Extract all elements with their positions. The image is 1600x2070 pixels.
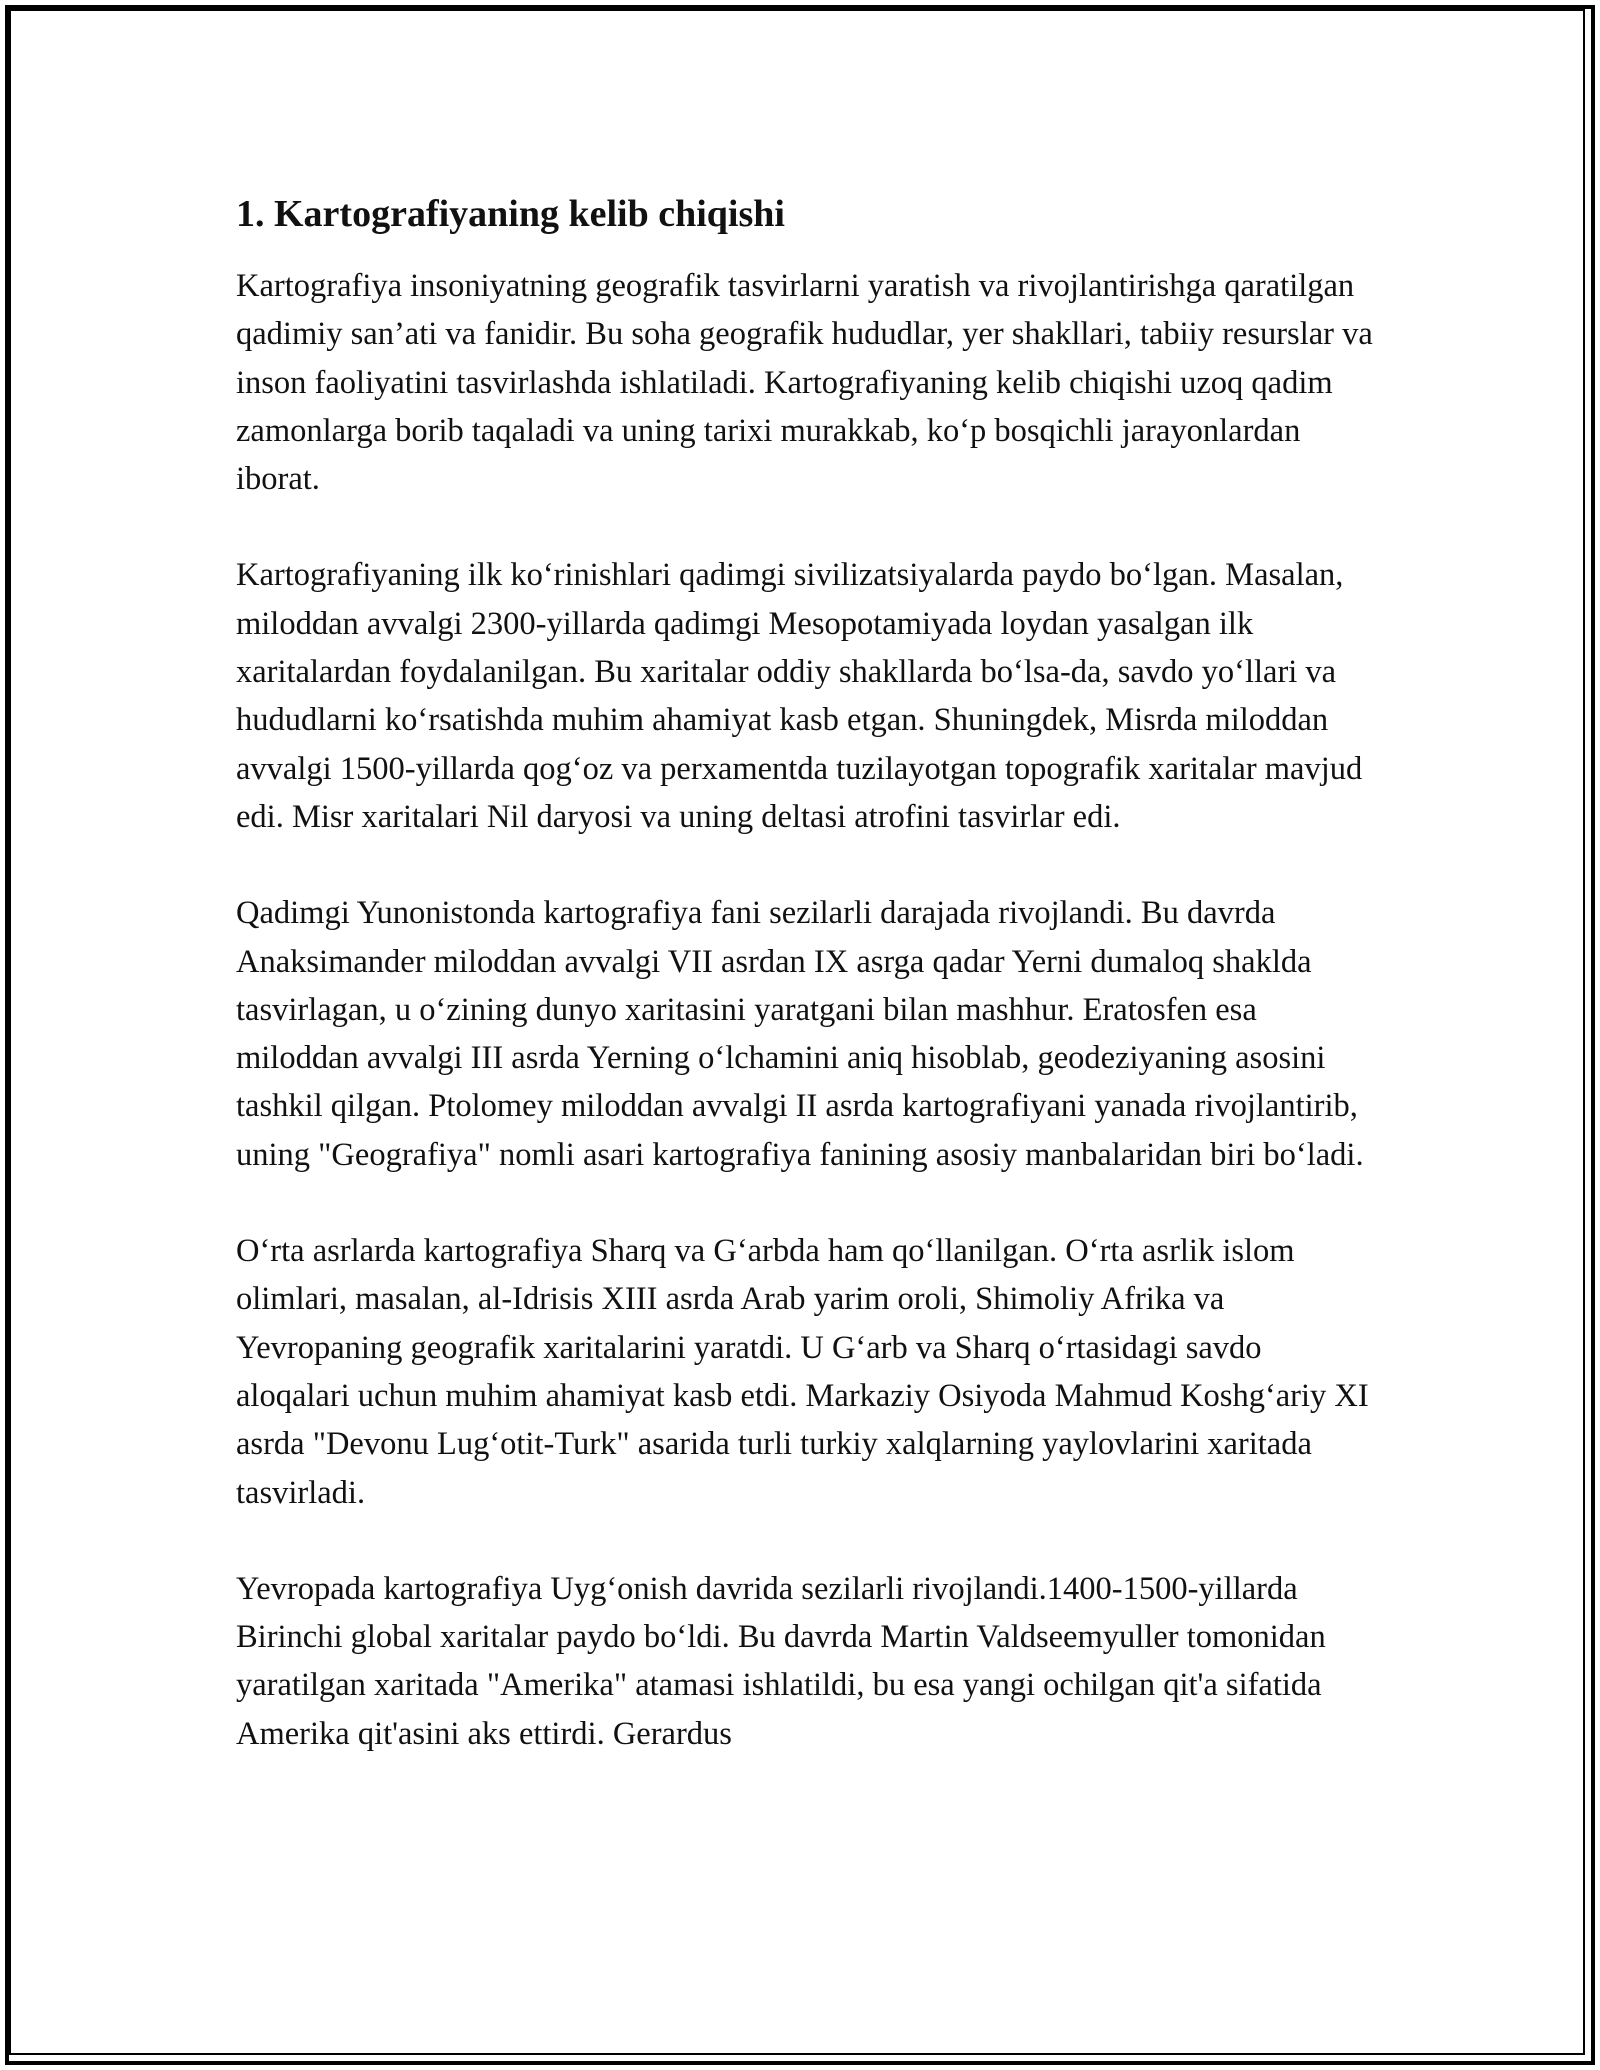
document-body [236, 188, 1376, 1758]
section-heading: 1. Kartografiyaning kelib chiqishi [236, 193, 785, 235]
paragraph-4: Oʻrta asrlarda kartografiya Sharq va Gʻarbda ham qoʻllanilgan. Oʻrta asrlik islom olimlari, masalan, al-Idrisis XIII asrda Arab yarim oroli, Shimoliy Afrika va Yevropaning geografik xaritalarini yaratdi. U Gʻarb va Sharq oʻrtasidagi savdo aloqalari uchun muhim ahamiyat kasb etdi. Markaziy Osiyoda Mahmud Koshgʻariy XI asrda "Devonu Lugʻotit-Turk" asarida turli turkiy xalqlarning yaylovlarini xaritada tasvirladi. [236, 1233, 1369, 1511]
paragraph-5: Yevropada kartografiya Uygʻonish davrida sezilarli rivojlandi.1400-1500-yillarda Birinchi global xaritalar paydo boʻldi. Bu davrda Martin Valdseemyuller tomonidan yaratilgan xaritada "Amerika" atamasi ishlatildi, bu esa yangi ochilgan qit'a sifatida Amerika qit'asini aks ettirdi. Gerardus [236, 1570, 1326, 1752]
paragraph-3: Qadimgi Yunonistonda kartografiya fani sezilarli darajada rivojlandi. Bu davrda Anaksimander miloddan avvalgi VII asrdan IX asrga qadar Yerni dumaloq shaklda tasvirlagan, u oʻzining dunyo xaritasini yaratgani bilan mashhur. Eratosfen esa miloddan avvalgi III asrda Yerning oʻlchamini aniq hisoblab, geodeziyaning asosini tashkil qilgan. Ptolomey miloddan avvalgi II asrda kartografiyani yanada rivojlantirib, uning "Geografiya" nomli asari kartografiya fanining asosiy manbalaridan biri boʻladi. [236, 895, 1364, 1173]
paragraph-2: Kartografiyaning ilk koʻrinishlari qadimgi sivilizatsiyalarda paydo boʻlgan. Masalan, miloddan avvalgi 2300-yillarda qadimgi Mesopotamiyada loydan yasalgan ilk xaritalardan foydalanilgan. Bu xaritalar oddiy shakllarda boʻlsa-da, savdo yoʻllari va hududlarni koʻrsatishda muhim ahamiyat kasb etgan. Shuningdek, Misrda miloddan avvalgi 1500-yillarda qogʻoz va perxamentda tuzilayotgan topografik xaritalar mavjud edi. Misr xaritalari Nil daryosi va uning deltasi atrofini tasvirlar edi. [236, 557, 1363, 835]
paragraph-1: Kartografiya insoniyatning geografik tasvirlarni yaratish va rivojlantirishga qaratilgan qadimiy san’ati va fanidir. Bu soha geografik hududlar, yer shakllari, tabiiy resurslar va inson faoliyatini tasvirlashda ishlatiladi. Kartografiyaning kelib chiqishi uzoq qadim zamonlarga borib taqaladi va uning tarixi murakkab, koʻp bosqichli jarayonlardan iborat. [236, 268, 1373, 498]
